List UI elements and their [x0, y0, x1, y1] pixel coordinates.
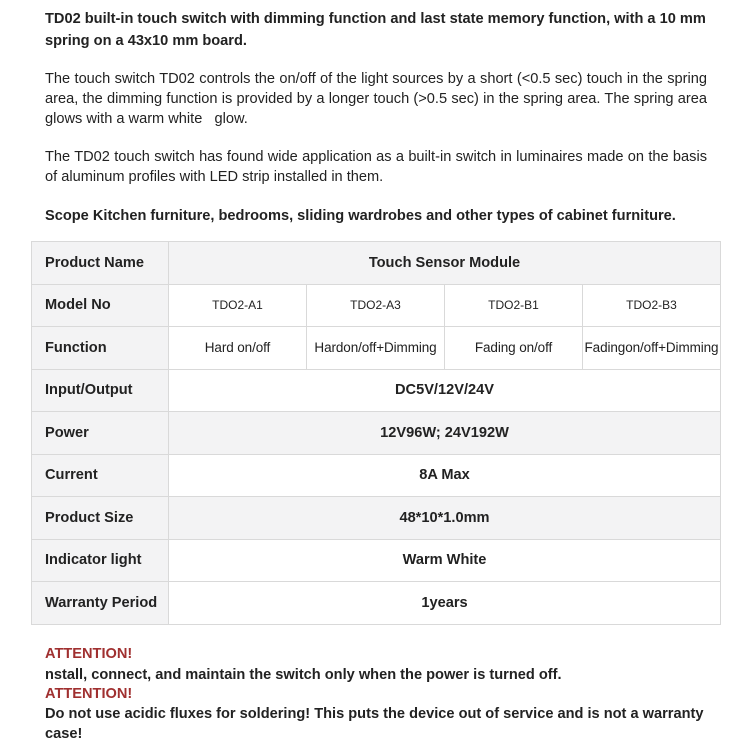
- attention-text: nstall, connect, and maintain the switch only when the power is turned off.: [45, 666, 562, 683]
- row-label: Warranty Period: [32, 582, 169, 625]
- attention-notes: [45, 645, 707, 744]
- row-label: Product Name: [32, 242, 169, 285]
- row-label: Input/Output: [32, 369, 169, 412]
- row-value: DC5V/12V/24V: [169, 369, 721, 412]
- function-cell: Fadingon/off+Dimming: [583, 327, 721, 370]
- table-row-product-size: [32, 497, 721, 540]
- intro-paragraph: The touch switch TD02 controls the on/off of the light sources by a short (<0.5 sec) touch in the spring area, the dimming function is provided by a longer touch (>0.5 sec) in the spring area. The spring area glows with a warm white glow.: [45, 71, 707, 127]
- function-cell: Hard on/off: [169, 327, 307, 370]
- row-label: Product Size: [32, 497, 169, 540]
- model-cell: TDO2-B3: [583, 284, 721, 327]
- model-cell: TDO2-B1: [445, 284, 583, 327]
- model-cell: TDO2-A1: [169, 284, 307, 327]
- row-label: Indicator light: [32, 539, 169, 582]
- row-value: Warm White: [169, 539, 721, 582]
- row-value: 12V96W; 24V192W: [169, 412, 721, 455]
- row-value: 1years: [169, 582, 721, 625]
- row-value: 8A Max: [169, 454, 721, 497]
- table-row-indicator-light: [32, 539, 721, 582]
- function-cell: Hardon/off+Dimming: [307, 327, 445, 370]
- table-row-product-name: [32, 242, 721, 285]
- table-row-function: [32, 327, 721, 370]
- scope-paragraph: Scope Kitchen furniture, bedrooms, sliding wardrobes and other types of cabinet furniture.: [45, 208, 676, 224]
- table-row-input-output: [32, 369, 721, 412]
- row-label: Power: [32, 412, 169, 455]
- attention-heading: ATTENTION!: [45, 685, 133, 702]
- row-value: 48*10*1.0mm: [169, 497, 721, 540]
- attention-text: Do not use acidic fluxes for soldering! This puts the device out of service and is not a warranty case!: [45, 706, 704, 742]
- table-row-model-no: [32, 284, 721, 327]
- row-label: Current: [32, 454, 169, 497]
- model-cell: TDO2-A3: [307, 284, 445, 327]
- product-description: [45, 8, 707, 226]
- row-label: Function: [32, 327, 169, 370]
- row-label: Model No: [32, 284, 169, 327]
- application-paragraph: The TD02 touch switch has found wide application as a built-in switch in luminaires made on the basis of aluminum profiles with LED strip installed in them.: [45, 149, 707, 185]
- attention-heading: ATTENTION!: [45, 646, 133, 662]
- function-cell: Fading on/off: [445, 327, 583, 370]
- table-row-current: [32, 454, 721, 497]
- table-row-power: [32, 412, 721, 455]
- headline: TD02 built-in touch switch with dimming function and last state memory function, with a 10 mm spring on a 43x10 mm board.: [45, 11, 706, 49]
- table-row-warranty-period: [32, 582, 721, 625]
- row-value: Touch Sensor Module: [169, 242, 721, 285]
- spec-table: [31, 241, 721, 625]
